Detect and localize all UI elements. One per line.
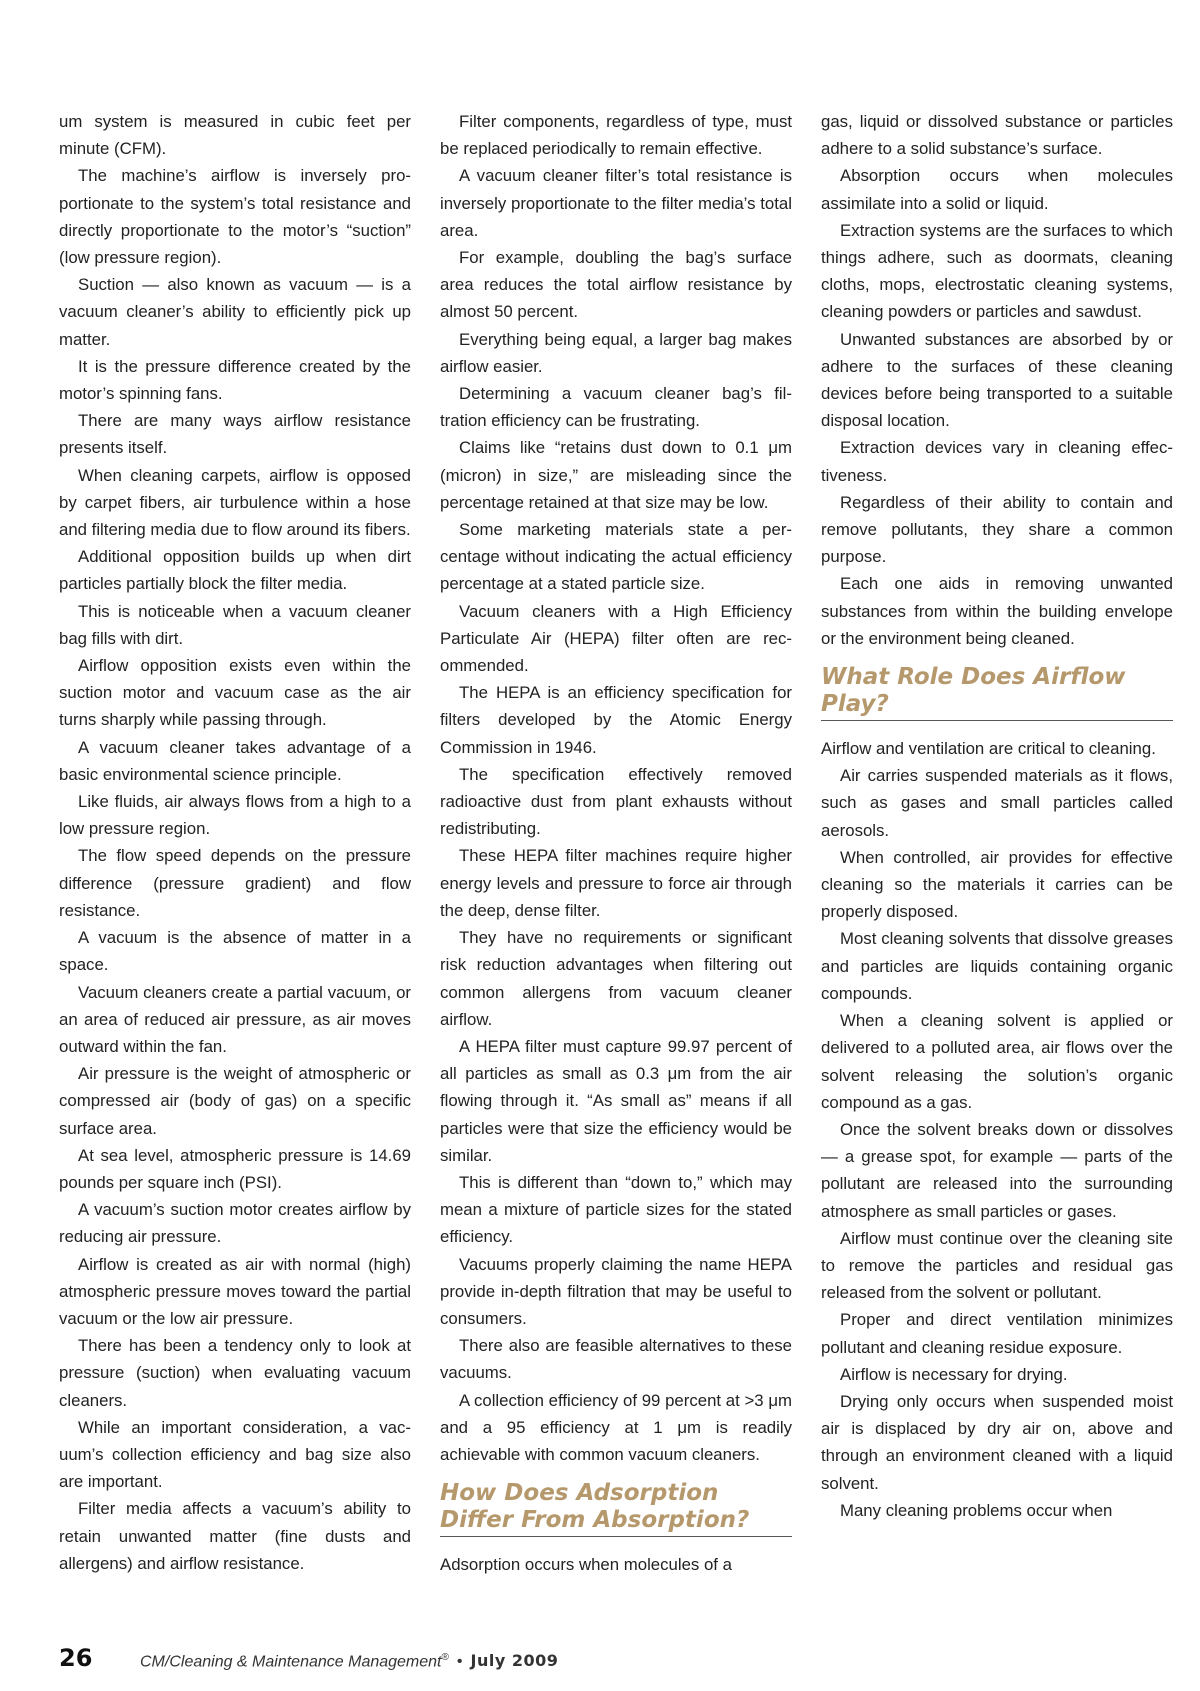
paragraph: Unwanted substances are absorbed by or adhere to the surfaces of these cleaning devices before being transported to a suitable disposal location. (821, 329, 1173, 431)
page-number: 26 (59, 1644, 93, 1672)
column-2 (440, 108, 792, 1578)
paragraph: Extraction devices vary in cleaning effectiveness. (821, 438, 1173, 485)
paragraph: The flow speed depends on the pressure difference (pressure gradient) and flow resistance. (59, 846, 411, 920)
registered-mark: ® (441, 1651, 449, 1663)
paragraph: This is noticeable when a vacuum cleaner bag fills with dirt. (59, 601, 411, 648)
paragraph: When cleaning carpets, airflow is opposed by carpet fibers, air turbulence within a hose and filtering media due to flow around its fibers. (59, 465, 411, 540)
paragraph: Claims like “retains dust down to 0.1 μm (micron) in size,” are misleading since the percentage retained at that size may be low. (440, 438, 792, 512)
paragraph: Airflow is created as air with normal (high) atmospheric pressure moves toward the partial vacuum or the low air pressure. (59, 1254, 411, 1328)
paragraph: For example, doubling the bag’s surface area reduces the total airflow resistance by almost 50 percent. (440, 248, 792, 322)
paragraph: A vacuum cleaner filter’s total resistance is inversely proportionate to the filter media’s total area. (440, 166, 792, 240)
paragraph: At sea level, atmospheric pressure is 14.69 pounds per square inch (PSI). (59, 1145, 411, 1192)
paragraph: Some marketing materials state a percentage without indicating the actual efficiency percentage at a stated particle size. (440, 520, 792, 594)
paragraph: Once the solvent breaks down or dissolves — a grease spot, for example — parts of the pollutant are released into the surrounding atmosphere as small particles or gases. (821, 1119, 1173, 1221)
paragraph: Extraction systems are the surfaces to which things adhere, such as doormats, cleaning cloths, mops, electrostatic cleaning systems, cleaning powders or particles and sawdust. (821, 220, 1173, 322)
paragraph: Like fluids, air always flows from a high to a low pressure region. (59, 792, 411, 839)
paragraph: Airflow must continue over the cleaning site to remove the particles and residual gas released from the solvent or pollutant. (821, 1228, 1173, 1303)
section-heading-airflow: What Role Does Airflow Play? (821, 664, 1173, 721)
paragraph: These HEPA filter machines require higher energy levels and pressure to force air through the deep, dense filter. (440, 846, 792, 920)
paragraph: Vacuum cleaners create a partial vacuum, or an area of reduced air pressure, as air moves outward within the fan. (59, 982, 411, 1056)
paragraph: Air pressure is the weight of atmospheric or compressed air (body of gas) on a specific surface area. (59, 1064, 411, 1138)
paragraph: A vacuum cleaner takes advantage of a basic environmental science principle. (59, 737, 411, 784)
paragraph: Additional opposition builds up when dirt particles partially block the filter media. (59, 547, 411, 594)
paragraph: Airflow is necessary for drying. (840, 1364, 1068, 1384)
paragraph: um system is measured in cubic feet per minute (CFM). (59, 112, 411, 159)
paragraph: The machine’s airflow is inversely proportionate to the system’s total resistance and directly proportionate to the motor’s “suction” (low pressure region). (59, 166, 411, 268)
paragraph: The HEPA is an efficiency specification for filters developed by the Atomic Energy Commission in 1946. (440, 683, 792, 757)
paragraph: Suction — also known as vacuum — is a vacuum cleaner’s ability to efficiently pick up matter. (59, 275, 411, 349)
column-3 (821, 108, 1173, 1524)
paragraph: Adsorption occurs when molecules of a (440, 1555, 732, 1575)
paragraph: Proper and direct ventilation minimizes pollutant and cleaning residue exposure. (821, 1310, 1173, 1357)
paragraph: There has been a tendency only to look at pressure (suction) when evaluating vacuum cleaners. (59, 1336, 411, 1410)
paragraph: Air carries suspended materials as it flows, such as gases and small particles called aerosols. (821, 766, 1173, 840)
paragraph: The specification effectively removed radioactive dust from plant exhausts without redistributing. (440, 764, 792, 839)
paragraph: Drying only occurs when suspended moist air is displaced by dry air on, above and through an environment cleaned with a liquid solvent. (821, 1391, 1173, 1493)
publication-name (140, 1652, 449, 1671)
column-1 (59, 108, 411, 1577)
paragraph: Absorption occurs when molecules assimilate into a solid or liquid. (821, 166, 1173, 213)
paragraph: Airflow and ventilation are critical to cleaning. (821, 739, 1156, 759)
paragraph: Determining a vacuum cleaner bag’s filtration efficiency can be frustrating. (440, 384, 792, 431)
paragraph: This is different than “down to,” which may mean a mixture of particle sizes for the stated efficiency. (440, 1172, 792, 1247)
separator-bullet: • (456, 1653, 463, 1670)
paragraph: They have no requirements or significant risk reduction advantages when filtering out common allergens from vacuum cleaner airflow. (440, 928, 792, 1029)
paragraph: When controlled, air provides for effective cleaning so the materials it carries can be properly disposed. (821, 847, 1173, 922)
paragraph: Everything being equal, a larger bag makes airflow easier. (440, 329, 792, 376)
paragraph: There also are feasible alternatives to these vacuums. (440, 1336, 792, 1383)
paragraph: It is the pressure difference created by the motor’s spinning fans. (59, 356, 411, 404)
paragraph: Filter components, regardless of type, must be replaced periodically to remain effective. (440, 112, 792, 159)
publication-title: CM/Cleaning & Maintenance Management (140, 1653, 442, 1670)
paragraph: When a cleaning solvent is applied or delivered to a polluted area, air flows over the solvent releasing the solution’s organic compound as a gas. (821, 1011, 1173, 1112)
paragraph: A vacuum’s suction motor creates airflow by reducing air pressure. (59, 1200, 411, 1247)
paragraph: Each one aids in removing unwanted substances from within the building envelope or the environment being cleaned. (821, 574, 1173, 648)
paragraph: Vacuums properly claiming the name HEPA provide in-depth filtration that may be useful to consumers. (440, 1254, 792, 1328)
issue-date: July 2009 (470, 1651, 559, 1670)
page-footer (59, 1644, 1159, 1674)
paragraph: A collection efficiency of 99 percent at >3 μm and a 95 efficiency at 1 μm is readily achievable with common vacuum cleaners. (440, 1390, 792, 1464)
paragraph: Regardless of their ability to contain and remove pollutants, they share a common purpose. (821, 492, 1173, 567)
paragraph: gas, liquid or dissolved substance or particles adhere to a solid substance’s surface. (821, 112, 1173, 159)
paragraph: Vacuum cleaners with a High Efficiency Particulate Air (HEPA) filter often are recommended. (440, 601, 792, 676)
paragraph: Airflow opposition exists even within the suction motor and vacuum case as the air turns sharply while passing through. (59, 656, 411, 730)
section-heading-adsorption: How Does Adsorption Differ From Absorption? (440, 1480, 792, 1537)
paragraph: While an important consideration, a vacuum’s collection efficiency and bag size also are important. (59, 1417, 411, 1492)
paragraph: There are many ways airflow resistance presents itself. (59, 411, 411, 458)
paragraph: Many cleaning problems occur when (840, 1500, 1113, 1520)
paragraph: Most cleaning solvents that dissolve greases and particles are liquids containing organic compounds. (821, 929, 1173, 1003)
paragraph: Filter media affects a vacuum’s ability to retain unwanted matter (fine dusts and allergens) and airflow resistance. (59, 1499, 411, 1573)
paragraph: A vacuum is the absence of matter in a space. (59, 928, 411, 975)
paragraph: A HEPA filter must capture 99.97 percent of all particles as small as 0.3 μm from the air flowing through it. “As small as” means if all particles were that size the efficiency would be similar. (440, 1036, 792, 1165)
